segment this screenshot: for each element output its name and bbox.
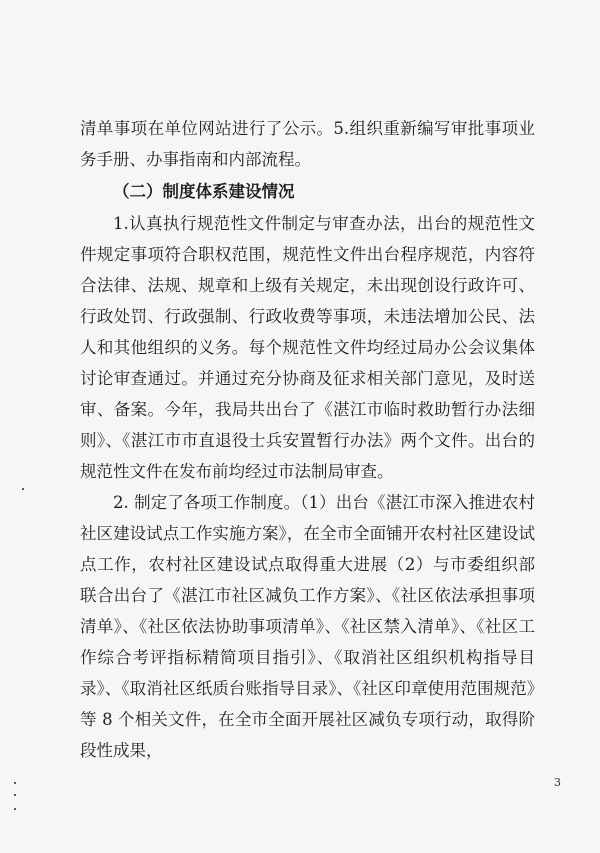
document-body [80,113,535,766]
section-heading: （二）制度体系建设情况 [113,182,295,201]
paragraph-continuation: 清单事项在单位网站进行了公示。5.组织重新编写审批事项业务手册、办事指南和内部流程。 [80,119,535,169]
scan-speck [14,794,16,796]
page-number: 3 [554,776,561,789]
scan-speck [14,782,16,784]
scan-speck [14,808,16,810]
paragraph-normative-documents: 1.认真执行规范性文件制定与审查办法，出台的规范性文件规定事项符合职权范围，规范性文件出台程序规范，内容符合法律、法规、规章和上级有关规定，未出现创设行政许可、行政处罚、行政强制、行政收费等事项，未违法增加公民、法人和其他组织的义务。每个规范性文件均经过局办公会议集体讨论审查通过。并通过充分协商及征求相关部门意见，及时送审、备案。今年，我局共出台了《湛江市临时救助暂行办法细则》、《湛江市市直退役士兵安置暂行办法》两个文件。出台的规范性文件在发布前均经过市法制局审查。 [80,214,535,481]
scan-speck [22,488,24,490]
paragraph-work-systems: 2. 制定了各项工作制度。（1）出台《湛江市深入推进农村社区建设试点工作实施方案》，在全市全面铺开农村社区建设试点工作，农村社区建设试点取得重大进展（2）与市委组织部联合出台了《湛江市社区减负工作方案》、《社区依法承担事项清单》、《社区依法协助事项清单》、《社区禁入清单》、《社区工作综合考评指标精简项目指引》、《取消社区组织机构指导目录》、《取消社区纸质台账指导目录》、《社区印章使用范围规范》等 8 个相关文件，在全市全面开展社区减负专项行动，取得阶段性成果， [80,493,535,760]
